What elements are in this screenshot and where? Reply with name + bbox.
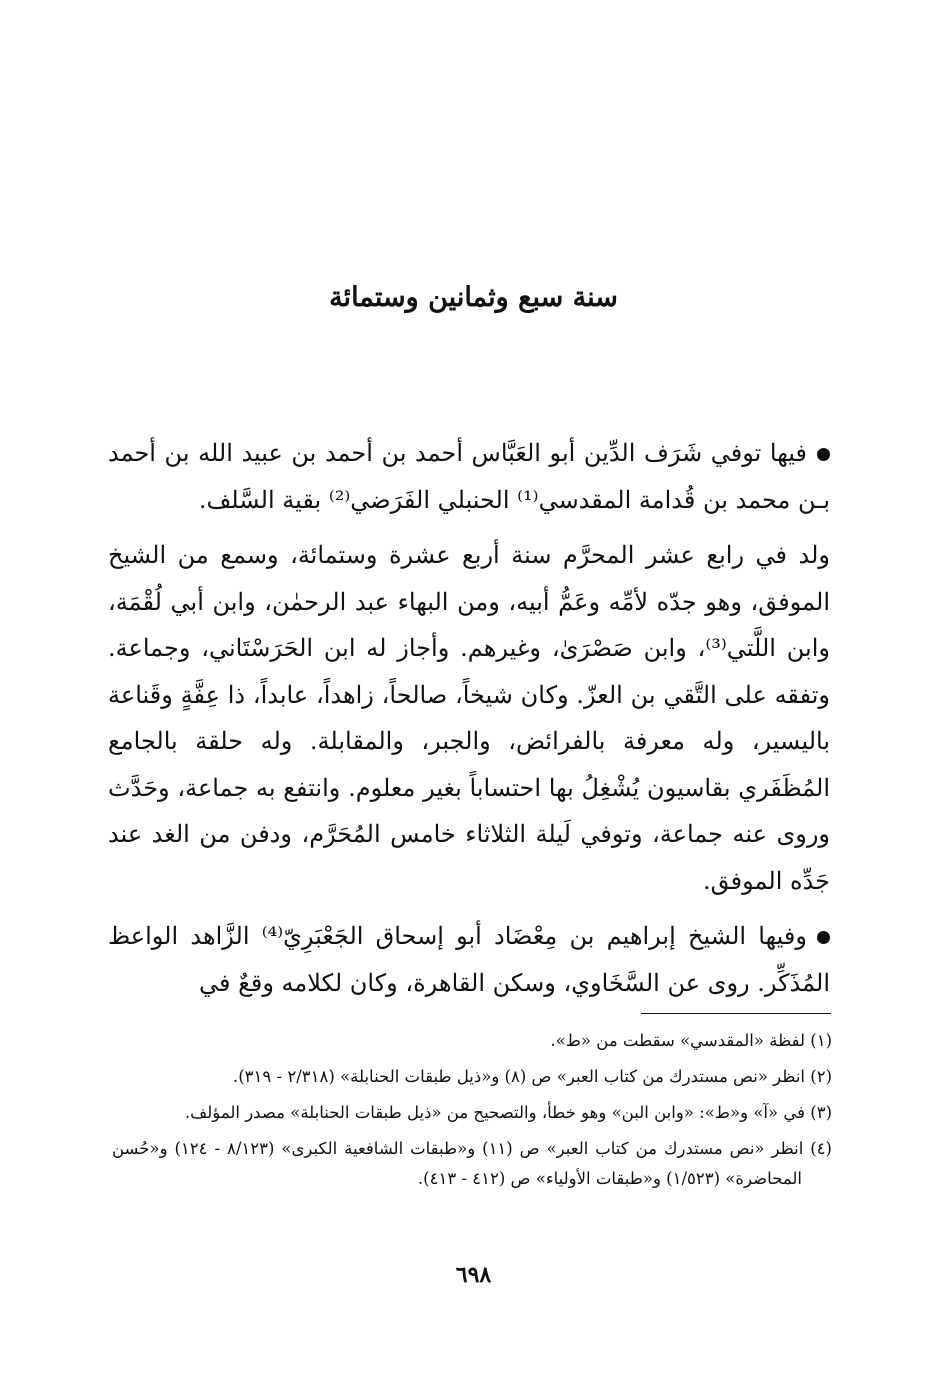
page-title: سنة سبع وثمانين وستمائة [329, 282, 618, 313]
paragraph-2 [108, 532, 830, 904]
footnote-3: (٣) في «آ» و«ط»: «وابن البن» وهو خطأ، والتصحيح من «ذيل طبقات الحنابلة» مصدر المؤلف. [184, 1103, 832, 1122]
bullet-icon [817, 931, 830, 944]
paragraph-3-text: وفيها الشيخ إبراهيم بن مِعْضَاد أبو إسحاق الجَعْبَرِيّ⁽⁴⁾ الزَّاهد الواعظ المُذَكِّر. روى عن السَّخَاوي، وسكن القاهرة، وكان لكلامه وقعٌ في [108, 922, 830, 997]
footnote-2: (٢) انظر «نص مستدرك من كتاب العبر» ص (٨) و«ذيل طبقات الحنابلة» (٢/٣١٨ - ٣١٩). [232, 1067, 832, 1086]
paragraph-2-text: ولد في رابع عشر المحرَّم سنة أربع عشرة وستمائة، وسمع من الشيخ الموفق، وهو جدّه لأمِّه وعَمُّ أبيه، ومن البهاء عبد الرحمٰن، وابن أبي لُقْمَة، وابن اللَّتي⁽³⁾، وابن صَصْرَىٰ، وغيرهم. وأجاز له ابن الحَرَسْتَاني، وجماعة. وتفقه على التَّقي بن العزّ. وكان شيخاً، صالحاً، زاهداً، عابداً، ذا عِفَّةٍ وقَناعة باليسير، وله معرفة بالفرائض، والجبر، والمقابلة. وله حلقة بالجامع المُظَفَري بقاسيون يُشْغِلُ بها احتساباً بغير معلوم. وانتفع به جماعة، وحَدَّث وروى عنه جماعة، وتوفي لَيلة الثلاثاء خامس المُحَرَّم، ودفن من الغد عند جَدِّه الموفق. [108, 541, 830, 895]
paragraph-1 [108, 430, 830, 523]
footnote-4: (٤) انظر «نص مستدرك من كتاب العبر» ص (١١) و«طبقات الشافعية الكبرى» (٨/١٢٣ - ١٢٤) و«حُسن المحاضرة» (١/٥٢٣) و«طبقات الأولياء» ص (٤١٢ - ٤١٣). [112, 1139, 832, 1188]
main-text [108, 430, 830, 1015]
footnote-divider [641, 1013, 831, 1014]
footnotes [112, 1026, 832, 1200]
paragraph-3 [108, 913, 830, 1006]
paragraph-1-text: فيها توفي شَرَف الدِّين أبو العَبَّاس أحمد بن أحمد بن عبيد الله بن أحمد بـن محمد بن قُدامة المقدسي⁽¹⁾ الحنبلي الفَرَضي⁽²⁾ بقية السَّلف. [108, 439, 830, 514]
bullet-icon [817, 448, 830, 461]
page-number: ٦٩٨ [455, 1262, 492, 1288]
footnote-1: (١) لفظة «المقدسي» سقطت من «ط». [550, 1031, 832, 1050]
